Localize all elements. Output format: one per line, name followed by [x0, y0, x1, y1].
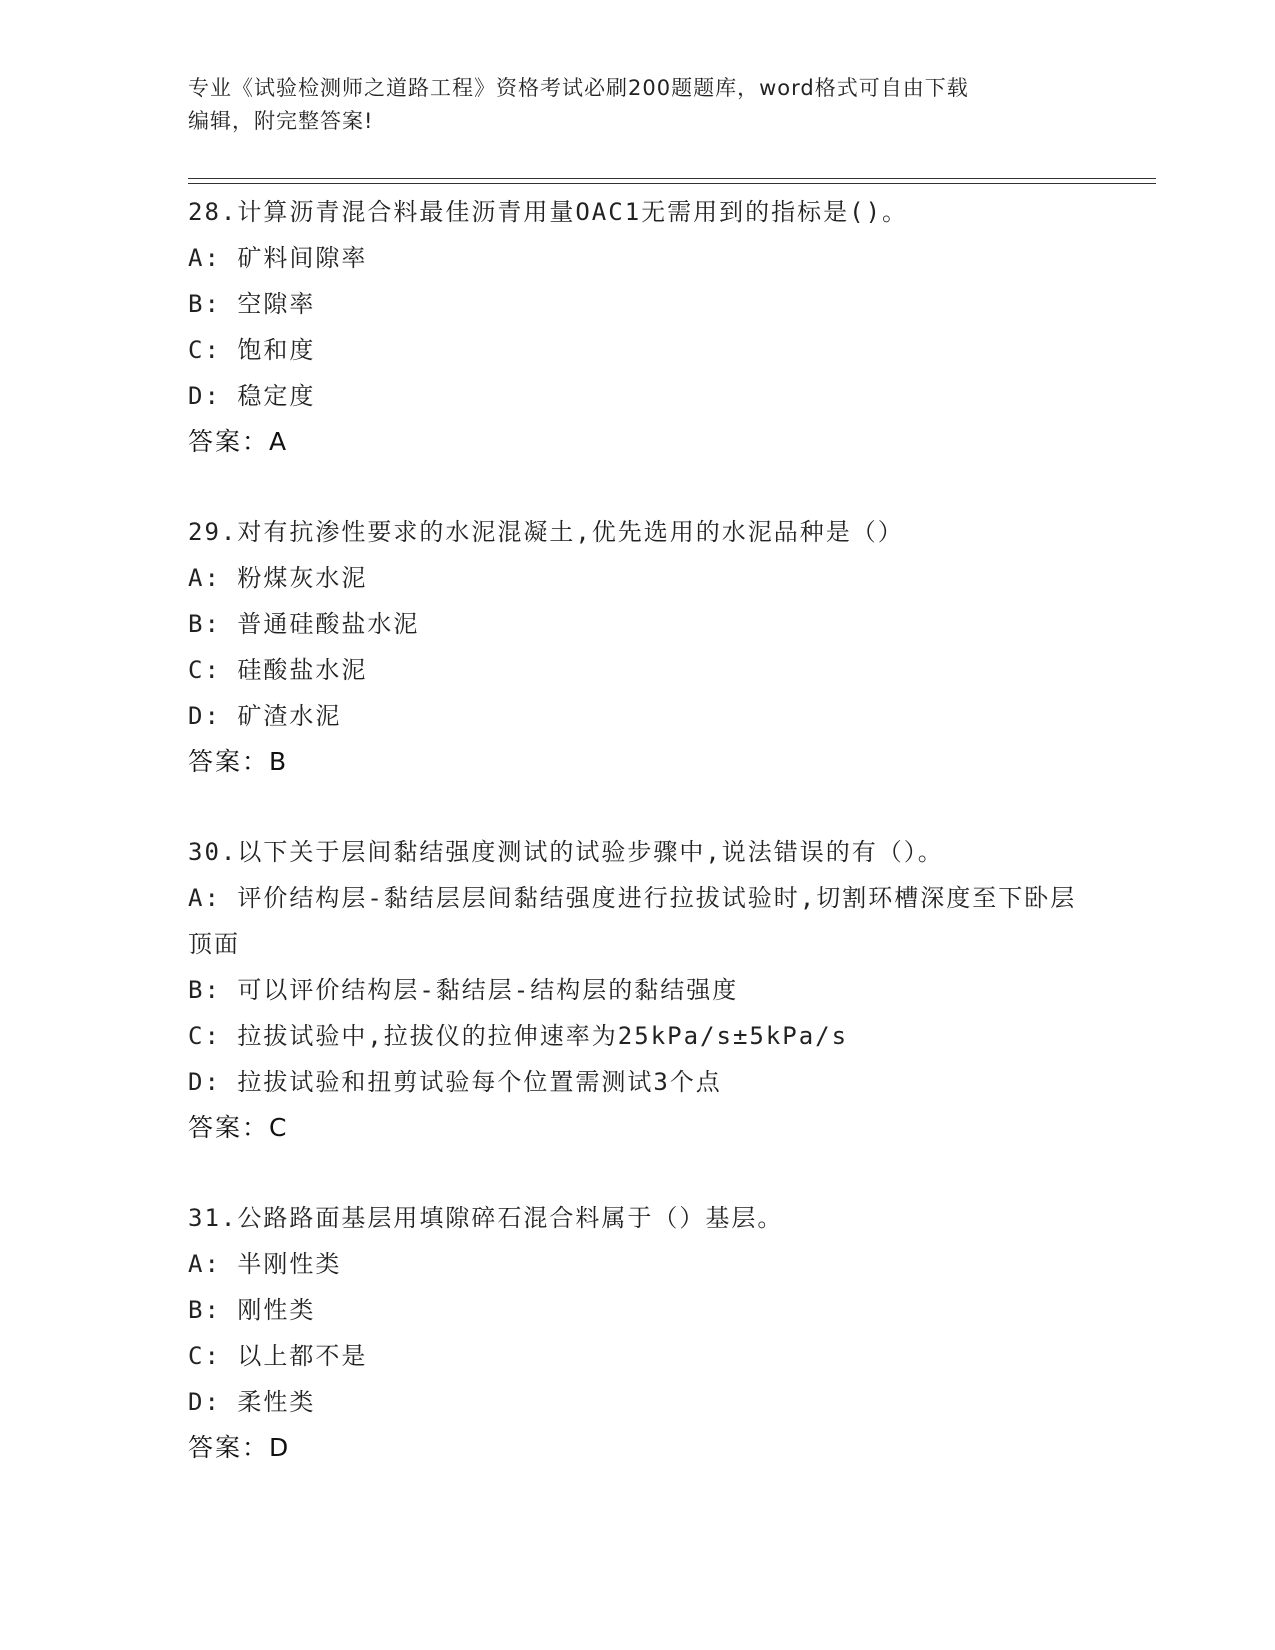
document-header — [188, 72, 1088, 138]
option-b: B: 空隙率 — [188, 290, 316, 318]
answer: 答案：C — [188, 1113, 289, 1142]
option-c: C: 硅酸盐水泥 — [188, 656, 368, 684]
answer: 答案：B — [188, 747, 289, 776]
answer: 答案：A — [188, 427, 289, 456]
option-b: B: 刚性类 — [188, 1296, 316, 1324]
option-a: A: 矿料间隙率 — [188, 244, 368, 272]
question-stem: 30.以下关于层间黏结强度测试的试验步骤中,说法错误的有（）。 — [188, 838, 944, 866]
question-31 — [188, 1195, 1088, 1471]
question-29 — [188, 509, 1088, 785]
option-c: C: 以上都不是 — [188, 1342, 368, 1370]
option-b: B: 普通硅酸盐水泥 — [188, 610, 420, 638]
question-28 — [188, 189, 1088, 465]
option-d: D: 稳定度 — [188, 382, 316, 410]
option-d: D: 柔性类 — [188, 1388, 316, 1416]
question-stem: 29.对有抗渗性要求的水泥混凝土,优先选用的水泥品种是（） — [188, 518, 904, 546]
option-d: D: 矿渣水泥 — [188, 702, 342, 730]
question-stem: 31.公路路面基层用填隙碎石混合料属于（）基层。 — [188, 1204, 784, 1232]
option-a: A: 粉煤灰水泥 — [188, 564, 368, 592]
option-a: A: 评价结构层-黏结层层间黏结强度进行拉拔试验时,切割环槽深度至下卧层顶面 — [188, 884, 1077, 958]
header-divider-bottom — [188, 183, 1156, 184]
answer: 答案：D — [188, 1433, 291, 1462]
question-30 — [188, 829, 1088, 1151]
header-divider-top — [188, 178, 1156, 179]
option-b: B: 可以评价结构层-黏结层-结构层的黏结强度 — [188, 976, 739, 1004]
header-title-line-1: 专业《试验检测师之道路工程》资格考试必刷200题题库，word格式可自由下载 — [188, 76, 969, 100]
option-a: A: 半刚性类 — [188, 1250, 342, 1278]
option-d: D: 拉拔试验和扭剪试验每个位置需测试3个点 — [188, 1068, 722, 1096]
option-c: C: 饱和度 — [188, 336, 316, 364]
question-stem: 28.计算沥青混合料最佳沥青用量OAC1无需用到的指标是()。 — [188, 198, 909, 226]
header-title-line-2: 编辑，附完整答案! — [188, 109, 374, 133]
option-c: C: 拉拔试验中,拉拔仪的拉伸速率为25kPa/s±5kPa/s — [188, 1022, 849, 1050]
